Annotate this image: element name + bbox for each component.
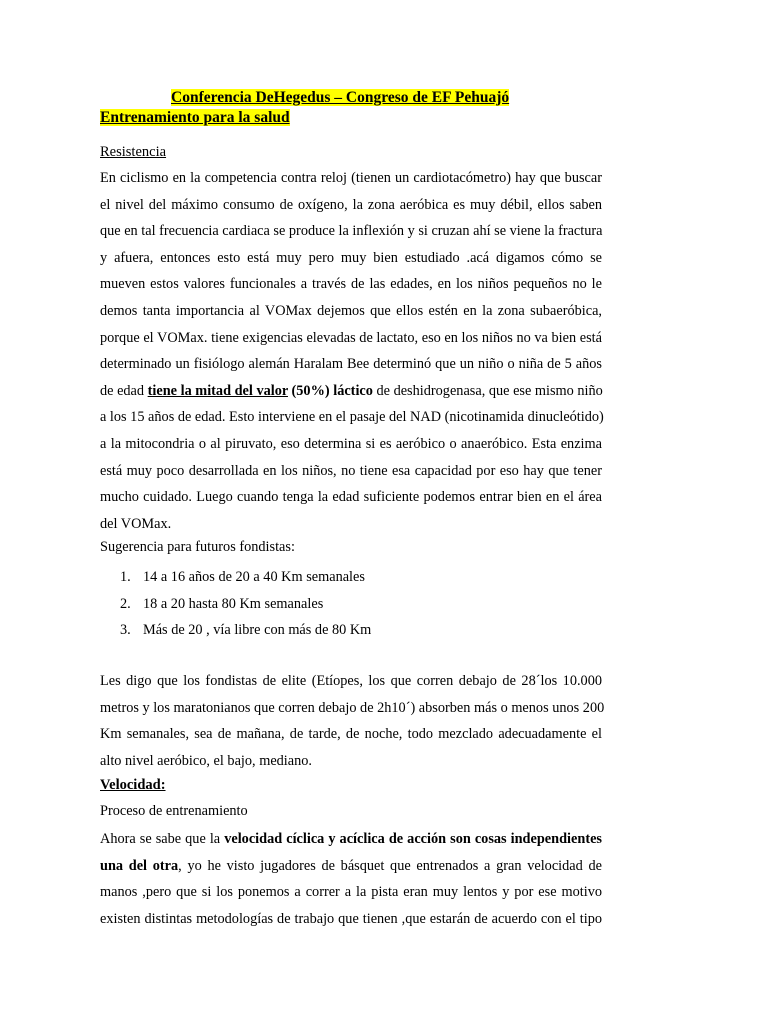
paragraph-line: Les digo que los fondistas de elite (Etíopes, los que corren debajo de 28´los 10.000 — [100, 673, 602, 689]
section-heading-resistencia: Resistencia — [100, 144, 167, 160]
subheading-proceso: Proceso de entrenamiento — [100, 803, 248, 819]
emphasis-bold: velocidad cíclica y acíclica de acción son cosas independientes — [224, 831, 602, 847]
emphasis-bold: (50%) láctico — [287, 382, 373, 399]
paragraph-line: En ciclismo en la competencia contra reloj (tienen un cardiotacómetro) hay que buscar — [100, 170, 602, 186]
paragraph-line: a los 15 años de edad. Esto interviene en el pasaje del NAD (nicotinamida dinucleótido) — [100, 409, 604, 426]
paragraph-line: una del otra, yo he visto jugadores de básquet que entrenados a gran velocidad de — [100, 857, 603, 874]
paragraph-line: del VOMax. — [100, 515, 172, 532]
paragraph-line: que en tal frecuencia cardiaca se produce la inflexión y si cruzan ahí se viene la fractura — [100, 223, 603, 240]
list-item — [120, 591, 371, 618]
suggestion-intro: Sugerencia para futuros fondistas: — [100, 539, 295, 555]
paragraph-line: Km semanales, sea de mañana, de tarde, de noche, todo mezclado adecuadamente el — [100, 726, 602, 743]
section-heading-velocidad: Velocidad: — [100, 777, 166, 793]
paragraph-fondistas — [100, 668, 605, 774]
document-title: Conferencia DeHegedus – Congreso de EF Pehuajó — [171, 89, 510, 106]
paragraph-line: mucho cuidado. Luego cuando tenga la edad suficiente podemos entrar bien en el área — [100, 489, 602, 506]
emphasis-bold: una del otra — [100, 857, 179, 874]
paragraph-line: metros y los maratonianos que corren debajo de 2h10´) absorben más o menos unos 200 — [100, 699, 605, 716]
paragraph-resistencia — [100, 165, 602, 537]
list-item-text: 14 a 16 años de 20 a 40 Km semanales — [143, 569, 365, 585]
paragraph-line: a la mitocondria o al piruvato, eso determina si es aeróbico o anaeróbico. Esta enzima — [100, 435, 602, 452]
paragraph-line: mueven estos valores funcionales a través de las edades, en los niños pequeños no le — [100, 276, 602, 293]
suggestion-list — [120, 564, 371, 644]
emphasis-underlined: tiene la mitad del valor — [147, 382, 288, 399]
paragraph-velocidad — [100, 826, 602, 932]
paragraph-line: porque el VOMax. tiene exigencias elevadas de lactato, eso en los niños no va bien está — [100, 329, 602, 346]
paragraph-line: determinado un fisiólogo alemán Haralam Bee determinó que un niño o niña de 5 años — [100, 356, 602, 373]
list-item — [120, 617, 371, 644]
list-item-text: Más de 20 , vía libre con más de 80 Km — [143, 622, 372, 638]
list-number: 2. — [120, 595, 131, 612]
paragraph-line: y afuera, entonces esto está muy pero muy bien estudiado .acá digamos cómo se — [100, 249, 602, 266]
paragraph-line: manos ,pero que si los ponemos a correr a la pista eran muy lentos y por ese motivo — [100, 884, 602, 901]
paragraph-line: está muy poco desarrollada en los niños, no tiene esa capacidad por eso hay que tener — [100, 462, 602, 479]
paragraph-line: existen distintas metodologías de trabajo que tienen ,que estarán de acuerdo con el tipo — [100, 910, 602, 927]
paragraph-line: Ahora se sabe que la velocidad cíclica y acíclica de acción son cosas independientes — [100, 831, 602, 847]
paragraph-line: de edad tiene la mitad del valor (50%) láctico de deshidrogenasa, que ese mismo niño — [100, 382, 603, 399]
document-subtitle: Entrenamiento para la salud — [100, 109, 290, 126]
paragraph-line: el nivel del máximo consumo de oxígeno, la zona aeróbica es muy débil, ellos saben — [100, 196, 602, 213]
list-item — [120, 564, 371, 591]
list-number: 1. — [120, 569, 131, 585]
list-item-text: 18 a 20 hasta 80 Km semanales — [143, 595, 324, 612]
paragraph-line: alto nivel aeróbico, el bajo, mediano. — [100, 752, 312, 769]
paragraph-line: demos tanta importancia al VOMax dejemos que ellos estén en la zona subaeróbica, — [100, 302, 602, 319]
list-number: 3. — [120, 622, 131, 638]
